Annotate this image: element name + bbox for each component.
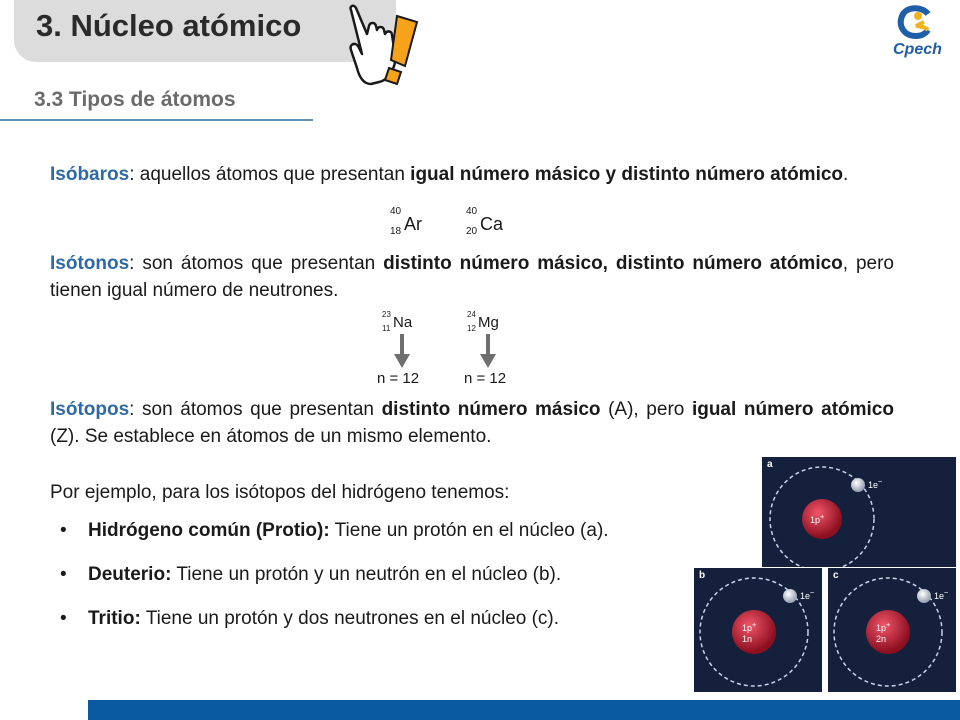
electron-charge: −: [944, 588, 949, 597]
nuclide-atomic: 20: [466, 226, 478, 237]
nuclide-symbol: Na: [393, 314, 413, 331]
atom-letter: b: [699, 570, 706, 581]
isobaros-text-2: .: [843, 164, 849, 185]
nucleus-label: 1p: [742, 623, 753, 633]
example-intro: Por ejemplo, para los isótopos del hidrógeno tenemos:: [50, 482, 510, 503]
nucleus-label: 1p: [810, 515, 821, 525]
isotonos-text-2: , pero tienen igual número de neutrones.: [50, 253, 894, 301]
isotopos-text-2: (A), pero: [600, 399, 692, 420]
nucleus-charge: +: [886, 620, 891, 629]
isobaros-bold-1: igual número másico y distinto número atómico: [410, 164, 844, 185]
bullet-bold: Hidrógeno común (Protio):: [88, 520, 330, 541]
neutron-count-mg: n = 12: [464, 370, 507, 387]
electron-label: 1e: [800, 591, 811, 601]
bullet-bold: Tritio:: [88, 608, 141, 629]
atom-image-a: [762, 457, 956, 567]
isobaros-term: Isóbaros: [50, 164, 130, 185]
isotonos-paragraph: [50, 250, 894, 304]
nuclide-symbol: Ca: [480, 214, 504, 234]
bullet-text: Tiene un protón en el núcleo (a).: [329, 520, 609, 541]
isotonos-text-1: : son átomos que presentan: [129, 253, 384, 274]
nuclide-mass: 40: [466, 206, 478, 217]
electron-label: 1e: [934, 591, 945, 601]
cpech-logo: [890, 4, 940, 44]
nucleus-neutron-label: 2n: [876, 634, 887, 644]
nuclide-mass: 24: [467, 310, 476, 319]
down-arrow-icon: [394, 334, 410, 368]
section-subtitle: 3.3 Tipos de átomos: [34, 88, 236, 111]
pointing-hand-icon: [345, 2, 423, 90]
bullet-dot: •: [60, 608, 67, 629]
atom-letter: a: [767, 459, 773, 470]
page-title: 3. Núcleo atómico: [36, 8, 302, 43]
electron-charge: −: [878, 477, 883, 486]
nucleus-charge: +: [820, 512, 825, 521]
isobaros-text-1: : aquellos átomos que presentan: [129, 164, 411, 185]
bullet-dot: •: [60, 520, 67, 541]
isotopos-text-3: (Z). Se establece en átomos de un mismo elemento.: [50, 426, 492, 447]
isotopos-text-1: : son átomos que presentan: [129, 399, 382, 420]
isotopos-term: Isótopos: [50, 399, 130, 420]
neutron-count-na: n = 12: [377, 370, 420, 387]
nucleus-neutron-label: 1n: [742, 634, 753, 644]
nucleus-charge: +: [752, 620, 757, 629]
nuclide-atomic: 12: [467, 324, 476, 333]
subtitle-underline: [0, 119, 313, 121]
nuclide-atomic: 18: [390, 226, 402, 237]
electron-charge: −: [810, 588, 815, 597]
isotopos-paragraph: [50, 396, 894, 450]
nuclide-mass: 23: [382, 310, 391, 319]
down-arrow-icon: [480, 334, 496, 368]
bullet-dot: •: [60, 564, 67, 585]
electron-label: 1e: [868, 480, 879, 490]
isotonos-bold-1: distinto número másico, distinto número atómico: [383, 253, 843, 274]
footer-bar: [88, 700, 960, 720]
nuclide-symbol: Ar: [404, 214, 422, 234]
nucleus-label: 1p: [876, 623, 887, 633]
nuclide-atomic: 11: [382, 324, 391, 333]
bullet-text: Tiene un protón y dos neutrones en el núcleo (c).: [140, 608, 560, 629]
atom-image-b: [694, 568, 822, 692]
atom-image-c: [828, 568, 956, 692]
bullet-text: Tiene un protón y un neutrón en el núcleo (b).: [171, 564, 562, 585]
isotopos-bold-1: distinto número másico: [381, 399, 601, 420]
isotopos-bold-2: igual número atómico: [691, 399, 894, 420]
logo-text: Cpech: [893, 41, 942, 58]
isobaros-paragraph: [50, 161, 894, 188]
isotonos-term: Isótonos: [50, 253, 130, 274]
bullet-bold: Deuterio:: [88, 564, 172, 585]
nuclide-symbol: Mg: [478, 314, 499, 331]
nuclide-mass: 40: [390, 206, 402, 217]
atom-letter: c: [833, 570, 839, 581]
